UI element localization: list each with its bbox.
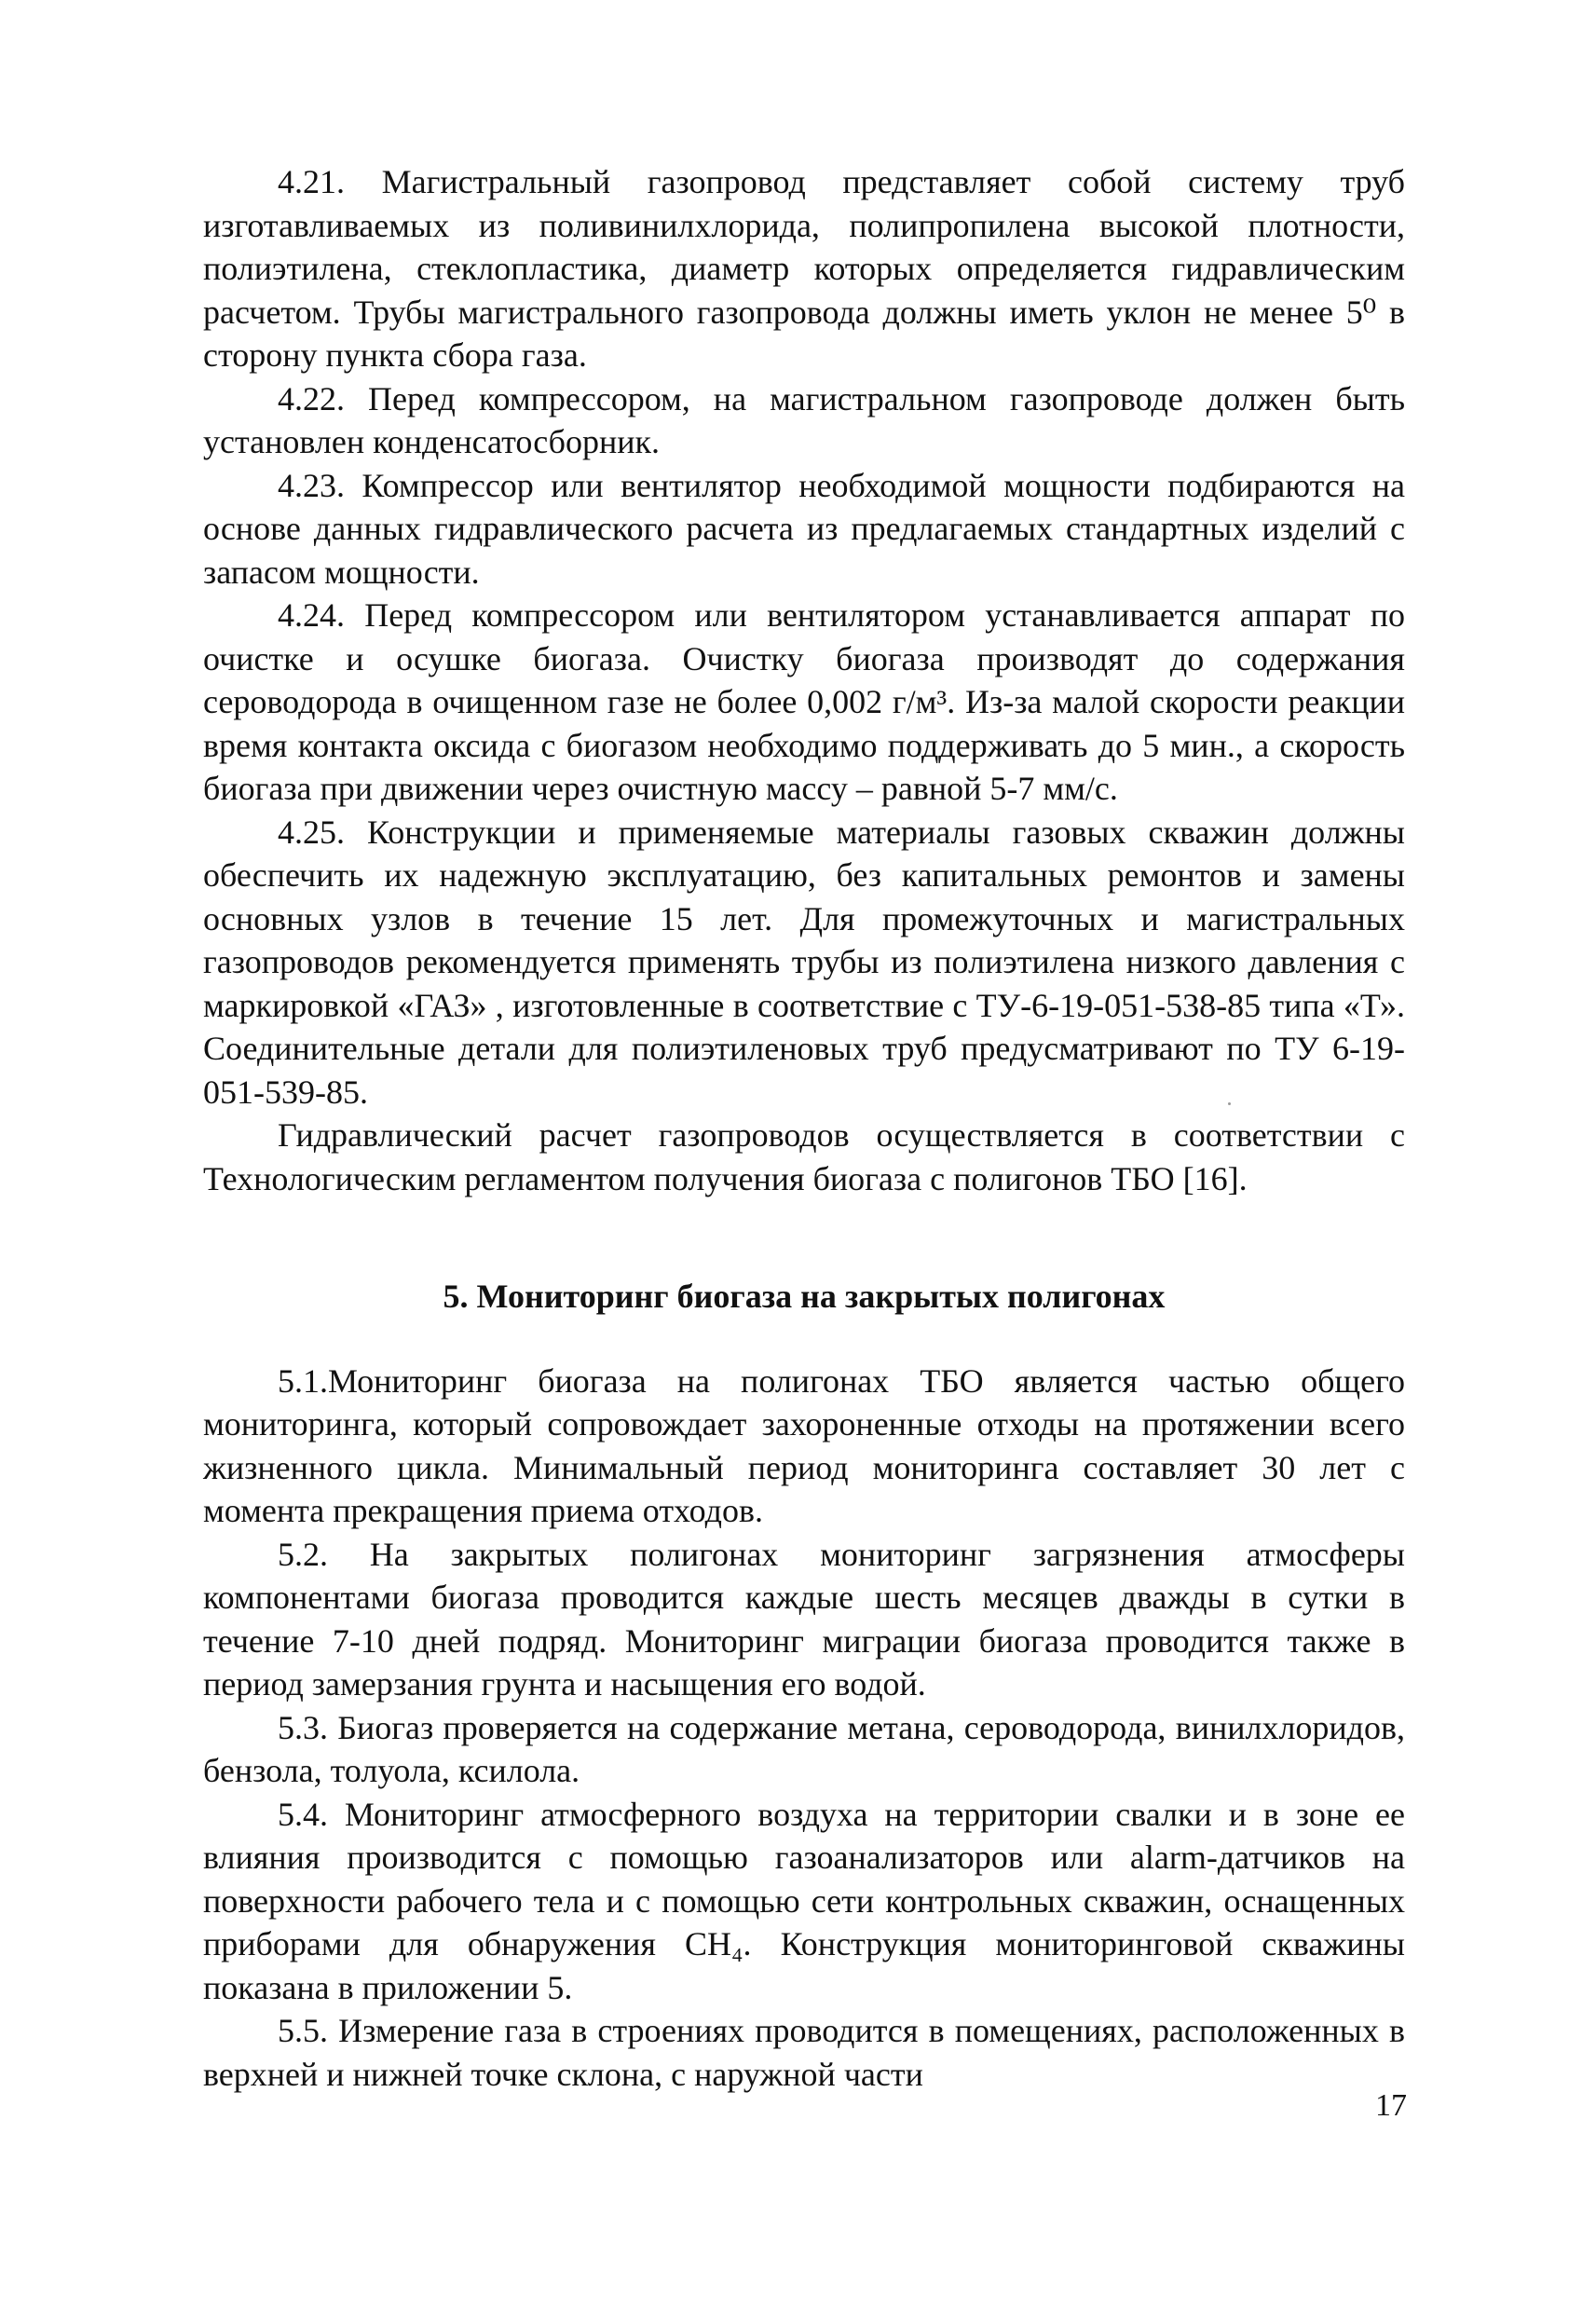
paragraph-4-22: 4.22. Перед компрессором, на магистральном газопроводе должен быть установлен конденсатосборник. bbox=[203, 379, 1405, 460]
paragraph-4-24: 4.24. Перед компрессором или вентилятором устанавливается аппарат по очистке и осушке биогаза. Очистку биогаза производят до содержания сероводорода в очищенном газе не более 0,002 г/м³. Из-за малой скорости реакции время контакта оксида с биогазом необходимо поддерживать до 5 мин., а скорость биогаза при движении через очистную массу – равной 5-7 мм/с. bbox=[203, 596, 1405, 807]
scan-speck bbox=[1228, 1102, 1231, 1105]
paragraph-5-5: 5.5. Измерение газа в строениях проводится в помещениях, расположенных в верхней и нижней точке склона, с наружной части bbox=[203, 2012, 1405, 2093]
paragraph-4-21: 4.21. Магистральный газопровод представляет собой систему труб изготавливаемых из поливинилхлорида, полипропилена высокой плотности, полиэтилена, стеклопластика, диаметр которых определяется гидравлическим расчетом. Трубы магистрального газопровода должны иметь уклон не менее 5⁰ в сторону пункта сбора газа. bbox=[203, 163, 1405, 374]
paragraph-5-4: 5.4. Мониторинг атмосферного воздуха на территории свалки и в зоне ее влияния производится с помощью газоанализаторов или alarm-датчиков на поверхности рабочего тела и с помощью сети контрольных скважин, оснащенных приборами для обнаружения CH₄. Конструкция мониторинговой скважины показана в приложении 5. bbox=[203, 1795, 1405, 2006]
section-heading: 5. Мониторинг биогаза на закрытых полигонах bbox=[443, 1278, 1166, 1315]
paragraph-4-25: 4.25. Конструкции и применяемые материалы газовых скважин должны обеспечить их надежную эксплуатацию, без капитальных ремонтов и замены основных узлов в течение 15 лет. Для промежуточных и магистральных газопроводов рекомендуется применять трубы из полиэтилена низкого давления с маркировкой «ГАЗ» , изготовленные в соответствие с ТУ-6-19-051-538-85 типа «Т». Соединительные детали для полиэтиленовых труб предусматривают по ТУ 6-19-051-539-85. bbox=[203, 813, 1405, 1111]
paragraph-5-1: 5.1.Мониторинг биогаза на полигонах ТБО является частью общего мониторинга, который сопровождает захороненные отходы на протяжении всего жизненного цикла. Минимальный период мониторинга составляет 30 лет с момента прекращения приема отходов. bbox=[203, 1361, 1405, 1529]
paragraph-5-2: 5.2. На закрытых полигонах мониторинг загрязнения атмосферы компонентами биогаза проводится каждые шесть месяцев дважды в сутки в течение 7-10 дней подряд. Мониторинг миграции биогаза проводится также в период замерзания грунта и насыщения его водой. bbox=[203, 1535, 1405, 1702]
paragraph-hydraulic-calculation: Гидравлический расчет газопроводов осуществляется в соответствии с Технологическим регламентом получения биогаза с полигонов ТБО [16]. bbox=[203, 1116, 1405, 1197]
paragraph-4-23: 4.23. Компрессор или вентилятор необходимой мощности подбираются на основе данных гидравлического расчета из предлагаемых стандартных изделий с запасом мощности. bbox=[203, 466, 1405, 591]
page-number: 17 bbox=[1375, 2088, 1407, 2123]
paragraph-5-3: 5.3. Биогаз проверяется на содержание метана, сероводорода, винилхлоридов, бензола, толуола, ксилола. bbox=[203, 1708, 1405, 1789]
page-body bbox=[203, 160, 1405, 2096]
